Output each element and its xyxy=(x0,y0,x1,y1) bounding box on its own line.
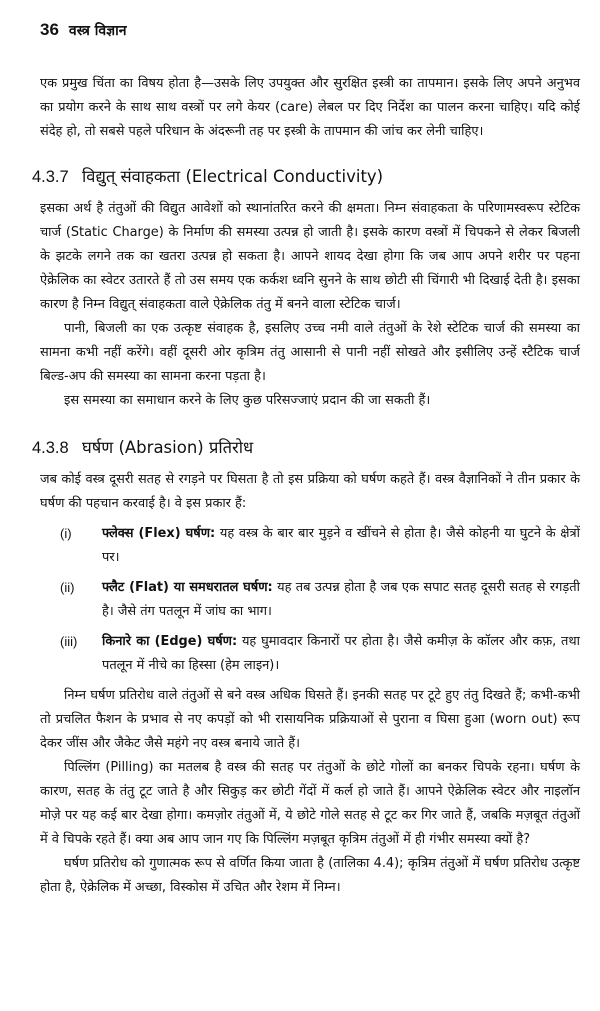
list-marker: (ii) xyxy=(60,580,75,595)
running-header xyxy=(40,20,580,40)
list-item-text: यह तब उत्पन्न होता है जब एक सपाट सतह दूसरी सतह से रगड़ती है। जैसे तंग पतलून में जांघ का भाग। xyxy=(102,580,580,619)
paragraph: पिल्लिंग (Pilling) का मतलब है वस्त्र की सतह पर तंतुओं के छोटे गोलों का बनकर चिपके रहना। घर्षण के कारण, सतह के तंतु टूट जाते है और सिकुड़ कर छोटी गेंदों में कर्ल हो जाते हैं। आपने ऐक्रेलिक स्वेटर और नाइलॉन मोज़े पर यह कई बार देखा होगा। कमज़ोर तंतुओं में, ये छोटे गोले सतह से टूट कर गिर जाते हैं, जबकि मज़बूत तंतुओं में वे चिपके रहते हैं। क्या अब आप जान गए कि पिल्लिंग मज़बूत कृत्रिम तंतुओं में ही गंभीर समस्या क्यों है? xyxy=(40,760,580,847)
list-marker: (iii) xyxy=(60,634,78,649)
intro-paragraph: एक प्रमुख चिंता का विषय होता है—उसके लिए उपयुक्त और सुरक्षित इस्त्री का तापमान। इसके लिए अपने अनुभव का प्रयोग करने के साथ साथ वस्त्रों पर लगे केयर (care) लेबल पर दिए निर्देश का पालन करना चाहिए। यदि कोई संदेह हो, तो सबसे पहले परिधान के अंदरूनी तह पर इस्त्री के तापमान की जांच कर लेनी चाहिए। xyxy=(40,76,580,139)
list-item xyxy=(40,630,580,678)
paragraph: निम्न घर्षण प्रतिरोध वाले तंतुओं से बने वस्त्र अधिक घिसते हैं। इनकी सतह पर टूटे हुए तंतु दिखते हैं; कभी-कभी तो प्रचलित फैशन के प्रभाव से नए कपड़ों को भी रासायनिक प्रक्रियाओं से पुराना व घिसा हुआ (worn out) रूप देकर जींस और जैकेट जैसे महंगे नए वस्त्र बनाये जाते हैं। xyxy=(40,688,580,751)
list-item-body xyxy=(96,630,580,678)
list-item-term: फ्लैट (Flat) या समधरातल घर्षण: xyxy=(102,580,273,595)
section-number: 4.3.7 xyxy=(32,168,69,186)
section-heading-4-3-7 xyxy=(32,164,580,187)
list-item xyxy=(40,576,580,624)
section-number: 4.3.8 xyxy=(32,439,69,457)
list-item xyxy=(40,522,580,570)
paragraph: घर्षण प्रतिरोध को गुणात्मक रूप से वर्णित किया जाता है (तालिका 4.4); कृत्रिम तंतुओं में घर्षण प्रतिरोध उत्कृष्ट होता है, ऐक्रेलिक में अच्छा, विस्कोस में उचित और रेशम में निम्न। xyxy=(40,856,580,895)
list-item-body xyxy=(96,576,580,624)
section-title: विद्युत् संवाहकता (Electrical Conductivity) xyxy=(82,167,384,186)
list-item-term: किनारे का (Edge) घर्षण: xyxy=(102,634,238,649)
section-heading-4-3-8 xyxy=(32,435,580,458)
paragraph: इसका अर्थ है तंतुओं की विद्युत आवेशों को स्थानांतरित करने की क्षमता। निम्न संवाहकता के परिणामस्वरूप स्टेटिक चार्ज (Static Charge) के निर्माण की समस्या उत्पन्न हो जाती है। इसके कारण वस्त्रों में चिपकने से लेकर बिजली के झटके लगने तक का खतरा उत्पन्न हो सकता है। आपने शायद देखा होगा कि जब आप अपने शरीर पर पहना ऐक्रेलिक का स्वेटर उतारते हैं तो उस समय एक कर्कश ध्वनि सुनने के साथ छोटी सी चिंगारी भी दिखाई देती है। इसका कारण है निम्न विद्युत् संवाहकता वाले ऐक्रेलिक तंतु में बनने वाला स्टेटिक चार्ज। xyxy=(40,201,580,312)
paragraph: इस समस्या का समाधान करने के लिए कुछ परिसज्जाएं प्रदान की जा सकती हैं। xyxy=(64,393,431,408)
abrasion-types-list xyxy=(40,522,580,678)
page-number: 36 xyxy=(40,20,59,39)
list-item-text: यह घुमावदार किनारों पर होता है। जैसे कमीज़ के कॉलर और कफ़, तथा पतलून में नीचे का हिस्सा (हेम लाइन)। xyxy=(102,634,580,673)
list-item-body xyxy=(96,522,580,570)
list-marker: (i) xyxy=(60,526,72,541)
paragraph: पानी, बिजली का एक उत्कृष्ट संवाहक है, इसलिए उच्च नमी वाले तंतुओं के रेशे स्टेटिक चार्ज की समस्या का सामना कभी नहीं करेंगे। वहीं दूसरी ओर कृत्रिम तंतु आसानी से पानी नहीं सोखते और इसीलिए उन्हें स्टैटिक चार्ज बिल्ड-अप की समस्या का सामना करना पड़ता है। xyxy=(40,321,580,384)
list-item-term: फ्लेक्स (Flex) घर्षण: xyxy=(102,526,216,541)
list-item-text: यह वस्त्र के बार बार मुड़ने व खींचने से होता है। जैसे कोहनी या घुटने के क्षेत्रों पर। xyxy=(102,526,580,565)
paragraph: जब कोई वस्त्र दूसरी सतह से रगड़ने पर घिसता है तो इस प्रक्रिया को घर्षण कहते हैं। वस्त्र वैज्ञानिकों ने तीन प्रकार के घर्षण की पहचान करवाई है। वे इस प्रकार हैं: xyxy=(40,472,580,511)
section-title: घर्षण (Abrasion) प्रतिरोध xyxy=(82,438,254,457)
running-title: वस्त्र विज्ञान xyxy=(68,23,127,39)
